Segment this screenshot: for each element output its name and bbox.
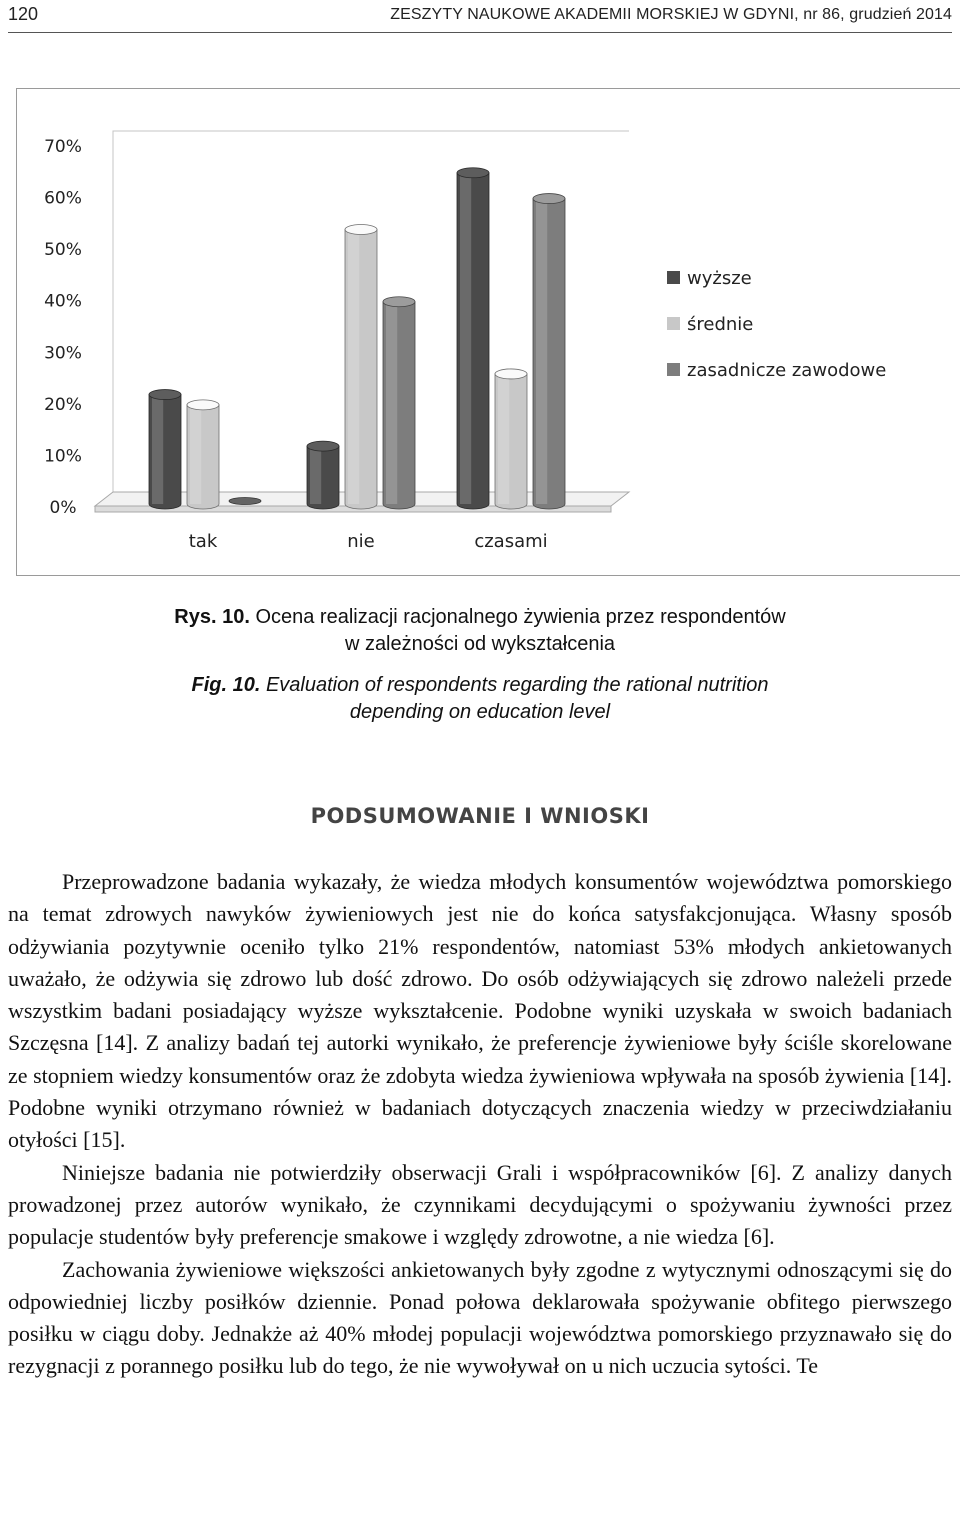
journal-title: ZESZYTY NAUKOWE AKADEMII MORSKIEJ W GDYNI, nr 86, grudzień 2014 <box>390 6 952 23</box>
legend-label: wyższe <box>687 268 752 289</box>
y-tick-label: 0% <box>49 498 77 518</box>
y-tick-label: 30% <box>44 343 82 364</box>
bar-highlight <box>348 230 359 504</box>
bar-highlight <box>310 446 321 504</box>
bar-top <box>495 369 527 379</box>
bar-top <box>533 194 565 204</box>
bar-top <box>149 390 181 400</box>
x-tick-label: tak <box>188 531 218 552</box>
caption-pl-line2: w zależności od wykształcenia <box>344 633 616 655</box>
caption-en-label: Fig. 10. <box>191 674 261 696</box>
body-text <box>8 866 952 1383</box>
caption-en-text1: Evaluation of respondents regarding the rational nutrition <box>265 674 769 696</box>
bar-highlight <box>386 302 397 504</box>
bar-top <box>383 297 415 307</box>
y-tick-label: 40% <box>44 291 82 312</box>
legend-swatch <box>667 271 680 284</box>
paragraph: Przeprowadzone badania wykazały, że wiedza młodych konsumentów województwa pomorskiego na temat zdrowych nawyków żywieniowych jest nie do końca satysfakcjonująca. Własny sposób odżywiania pozytywnie oceniło tylko 21% respondentów, natomiast 53% młodych ankietowanych uważało, że odżywia się zdrowo lub dość zdrowo. Do osób odżywiających się zdrowo należeli przede wszystkim badani posiadający wyższe wykształcenie. Podobne wyniki uzyskała w swoich badaniach Szczęsna [14]. Z analizy badań tej autorki wynikało, że preferencje żywieniowe były ściśle skorelowane ze stopniem wiedzy konsumentów oraz że zdobyta wiedza żywieniowa wpływała na sposób żywienia [14]. Podobne wyniki otrzymano również w badaniach dotyczących znaczenia wiedzy w przeciwdziałaniu otyłości [15]. <box>8 869 952 1153</box>
y-tick-label: 70% <box>44 137 82 157</box>
legend-swatch <box>667 363 680 376</box>
bar-highlight <box>498 374 509 504</box>
figure-caption-pl <box>0 604 960 658</box>
legend-label: zasadnicze zawodowe <box>687 360 887 381</box>
caption-en-line2: depending on education level <box>349 701 611 723</box>
page-header <box>8 0 952 33</box>
y-tick-label: 50% <box>44 240 82 261</box>
y-tick-label: 10% <box>44 446 82 467</box>
bar-top <box>457 168 489 178</box>
bar-highlight <box>536 199 547 504</box>
caption-pl-label: Rys. 10. <box>174 606 250 628</box>
caption-pl-text1: Ocena realizacji racjonalnego żywienia przez respondentów <box>255 606 786 628</box>
bar-zasadnicze zawodowe-tak <box>229 498 261 505</box>
caption-en-line1 <box>0 672 960 699</box>
paragraph: Niniejsze badania nie potwierdziły obserwacji Grali i współpracowników [6]. Z analizy danych prowadzonej przez autorów wynikało, że czynnikami decydującymi o spożywaniu żywności przez populacje studentów były preferencje smakowe i względy zdrowotne, a nie wiedza [6]. <box>8 1159 952 1250</box>
bar-chart <box>17 89 960 575</box>
bar-highlight <box>460 173 471 504</box>
section-title: PODSUMOWANIE I WNIOSKI <box>310 804 650 828</box>
bar-top <box>345 225 377 235</box>
bar-top <box>187 400 219 410</box>
x-tick-label: czasami <box>474 531 548 552</box>
legend-label: średnie <box>687 314 754 335</box>
bar-highlight <box>152 395 163 504</box>
page-number: 120 <box>8 4 39 24</box>
caption-pl-line1 <box>0 604 960 631</box>
paragraph: Zachowania żywieniowe większości ankietowanych były zgodne z wytycznymi odnoszącymi się do odpowiedniej liczby posiłków dziennie. Ponad połowa deklarowała spożywanie obfitego pierwszego posiłku w ciągu doby. Jednakże aż 40% młodej populacji województwa pomorskiego przyznawało się do rezygnacji z porannego posiłku lub do tego, że nie wywoływał on u nich uczucia sytości. Te <box>8 1256 952 1379</box>
x-tick-label: nie <box>347 531 375 552</box>
chart-frame <box>16 88 960 576</box>
y-tick-label: 60% <box>44 188 82 209</box>
bar-top <box>307 441 339 451</box>
figure-caption-en <box>0 672 960 726</box>
bar-highlight <box>190 405 201 504</box>
legend-swatch <box>667 317 680 330</box>
y-tick-label: 20% <box>44 394 82 415</box>
